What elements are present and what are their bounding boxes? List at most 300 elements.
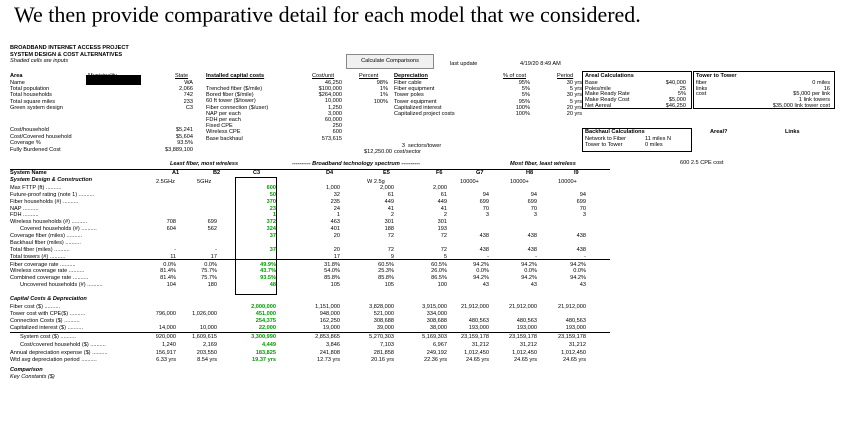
row-label: Future-proof rating (note 1) .......... [10, 191, 95, 198]
row-cell-e5: 3,828,000 [369, 304, 394, 310]
summary-label: Cost/household [10, 127, 49, 133]
dep-period: 5 yrs [569, 98, 582, 105]
row-cell-h8: 480,563 [516, 318, 537, 324]
towers-rule [10, 259, 610, 260]
area-row-label: Name [10, 80, 25, 86]
row-cell-i9: 438 [576, 247, 586, 253]
row-label: Cost/covered household ($) .......... [20, 342, 106, 348]
installed-row-value: 3,000 [328, 110, 342, 117]
row-cell-h8: 94 [530, 191, 537, 198]
dep-of-cost: 95% [518, 80, 530, 86]
row-cell-g7: 70 [482, 205, 489, 212]
row-cell-c3: 22,000 [258, 325, 276, 331]
column-sub-label: 10000+ [558, 179, 577, 185]
summary-value: $3,889,100 [165, 146, 193, 153]
dep-period: 30 yrs [566, 80, 582, 86]
sectors-label: sectors/tower [408, 143, 442, 149]
t2t-value: 0 miles [812, 80, 830, 86]
row-cell-f6: 61 [440, 191, 447, 198]
row-cell-i9: 24.65 yrs [562, 357, 586, 363]
section-capital-costs: Capital Costs & Depreciation [10, 296, 87, 302]
backhaul-label: Tower to Tower [585, 142, 623, 148]
sectors-value: 3 [401, 143, 405, 149]
row-cell-f6: 3,915,000 [422, 304, 447, 310]
row-cell-b2: 1,609,615 [192, 334, 217, 340]
row-cell-b2: 180 [207, 282, 217, 288]
row-cell-d4: 463 [330, 219, 340, 225]
row-cell-e5: 25.3% [378, 268, 394, 274]
selected-column-c3 [235, 177, 277, 295]
row-cell-i9: 438 [576, 233, 586, 239]
row-label: Fiber households (#) .......... [10, 199, 79, 205]
installed-row-value: 250 [332, 123, 342, 130]
row-cell-h8: 699 [527, 199, 537, 205]
row-cell-i9: 31,212 [568, 342, 586, 348]
dep-label: Fiber cable [394, 80, 422, 86]
column-sub-label: W 2.5g [367, 179, 385, 185]
row-cell-i9: 480,563 [565, 318, 586, 324]
row-cell-h8: 23,159,178 [509, 334, 537, 340]
row-cell-c3: 37 [269, 233, 276, 239]
dep-of-cost: 95% [518, 98, 530, 105]
installed-row-value: $100,000 [318, 86, 342, 92]
calculate-comparisons-button[interactable]: Calculate Comparisons [346, 54, 434, 69]
row-cell-a1: 81.4% [160, 275, 176, 281]
dep-period: 20 yrs [566, 111, 582, 117]
cost-per-sector-value: $12,250.00 [364, 149, 392, 155]
row-cell-g7: 43 [482, 282, 489, 288]
row-cell-d4: 20 [333, 233, 340, 239]
row-cell-c3: 3,300,990 [251, 334, 276, 340]
depreciation-header: Depreciation [394, 73, 428, 79]
row-cell-d4: 948,000 [319, 311, 340, 317]
row-cell-g7: 94.2% [473, 275, 489, 281]
t2t-header: Tower to Tower [696, 73, 737, 79]
dep-percent: 98% [376, 80, 388, 86]
cost-unit-header: Cost/unit [312, 73, 335, 79]
row-cell-f6: 301 [437, 219, 447, 225]
row-cell-f6: 72 [440, 247, 447, 253]
row-cell-e5: 2 [390, 212, 394, 218]
installed-row-value: 600 [332, 129, 342, 136]
row-label: Covered households (#) .......... [20, 226, 97, 232]
section-comparison: Comparison [10, 367, 43, 373]
column-header-c3: C3 [253, 170, 261, 176]
area-row-value: C3 [185, 104, 193, 111]
row-cell-h8: 438 [527, 233, 537, 239]
row-label: Fiber coverage rate .......... [10, 261, 76, 268]
row-cell-c3: 372 [266, 219, 276, 225]
row-cell-i9: - [584, 253, 586, 260]
row-cell-h8: 193,000 [516, 325, 537, 331]
row-cell-c3: 37 [269, 247, 276, 253]
area-row-value: 2,066 [179, 86, 193, 93]
page-heading: We then provide comparative detail for each model that we considered. [14, 2, 641, 27]
dep-percent: 1% [379, 86, 388, 93]
row-cell-c3: 1 [272, 212, 276, 218]
row-cell-c3: 23 [269, 205, 276, 212]
row-cell-e5: 72 [387, 247, 394, 253]
spectrum-most: Most fiber, least wireless [510, 161, 576, 167]
row-cell-e5: 20.16 yrs [370, 357, 394, 363]
column-header-a1: A1 [172, 170, 180, 176]
column-sub-label: 10000+ [460, 179, 479, 185]
row-cell-a1: 0.0% [163, 261, 176, 268]
area-row-value: WA [184, 80, 193, 86]
row-cell-c3: 324 [266, 226, 276, 232]
installed-first-value: 46,250 [324, 80, 342, 86]
row-label: Connection Costs ($) .......... [10, 318, 80, 324]
installed-row-label: FDH per each [206, 117, 241, 123]
row-cell-h8: 94.2% [521, 275, 537, 281]
section-key-constants: Key Constants ($) [10, 374, 55, 380]
dep-label: Tower equipment [394, 98, 437, 105]
areal-label: Net Aereal [585, 102, 612, 109]
t2t-label: cost [696, 91, 707, 98]
row-cell-d4: 12.73 yrs [316, 357, 340, 363]
areal-value: $46,250 [665, 102, 686, 109]
row-cell-h8: 1,012,450 [512, 350, 537, 356]
row-cell-g7: 438 [479, 247, 489, 253]
installed-row-value: 10,000 [324, 98, 342, 105]
row-cell-d4: 32 [333, 191, 340, 198]
area-row-value: 742 [183, 92, 193, 99]
row-cell-c3: 4,449 [262, 342, 276, 348]
backhaul-flag: N [667, 136, 672, 142]
row-cell-b2: 2,169 [203, 342, 217, 348]
column-header-i9: I9 [574, 170, 579, 176]
backhaul-value: 0 miles [645, 142, 663, 148]
row-cell-i9: 699 [576, 199, 586, 205]
row-cell-b2: 1,026,000 [192, 311, 217, 317]
row-cell-d4: 24 [333, 205, 340, 212]
row-cell-d4: 162,250 [319, 318, 340, 324]
t2t-label: links [696, 85, 708, 92]
row-cell-g7: 21,912,000 [461, 304, 489, 310]
backhaul-label: Network to Fiber [585, 136, 627, 142]
row-cell-f6: 449 [437, 199, 447, 205]
installed-row-value: $264,000 [318, 92, 342, 99]
row-cell-f6: 41 [440, 205, 447, 212]
row-cell-d4: 1,151,000 [315, 304, 340, 310]
row-cell-e5: 521,000 [373, 311, 394, 317]
row-label: Total fiber (miles) .......... [10, 247, 70, 253]
row-cell-f6: 60.5% [431, 261, 447, 268]
period-header: Period [557, 73, 574, 79]
installed-row-label: Base backhaul [206, 135, 243, 142]
row-cell-i9: 43 [579, 282, 586, 288]
spectrum-least: Least fiber, most wireless [170, 161, 239, 167]
row-cell-f6: 72 [440, 233, 447, 239]
row-cell-e5: 60.5% [378, 261, 394, 268]
row-label: Backhaul fiber (miles) .......... [10, 239, 81, 246]
percent-header: Percent [359, 73, 379, 79]
row-cell-a1: 6.33 yrs [156, 357, 176, 363]
area-row-value: 233 [183, 98, 193, 105]
row-cell-c3: 254,375 [255, 318, 276, 324]
row-cell-f6: 2,000 [433, 185, 447, 191]
t2t-value: 1 link towers [798, 97, 830, 104]
row-label: Annual depreciation expense ($) .......... [10, 350, 108, 356]
row-cell-a1: 1,240 [162, 342, 176, 348]
row-cell-f6: 193 [437, 226, 447, 232]
row-cell-c3: 49.9% [260, 261, 276, 268]
row-cell-g7: 3 [485, 212, 489, 218]
row-cell-g7: 193,000 [468, 325, 489, 331]
dep-period: 20 yrs [566, 104, 582, 111]
row-cell-i9: 0.0% [573, 268, 586, 274]
row-cell-f6: 249,192 [426, 350, 447, 356]
row-cell-i9: 94 [579, 191, 586, 198]
areal-header: Areal Calculations [585, 73, 634, 79]
row-cell-e5: 301 [384, 219, 394, 225]
column-header-rule [10, 169, 610, 170]
row-label: Wtd avg depreciation period .......... [10, 357, 97, 363]
row-cell-h8: 3 [533, 212, 537, 218]
installed-costs-header: Installed capital costs [206, 73, 265, 79]
row-cell-h8: - [535, 253, 537, 260]
row-cell-d4: 401 [330, 226, 340, 232]
row-cell-e5: 7,103 [380, 342, 394, 348]
row-cell-c3: 183,825 [255, 350, 276, 356]
row-cell-f6: 86.5% [431, 275, 447, 281]
column-header-b2: B2 [213, 170, 221, 176]
row-label: Capitalized interest ($) .......... [10, 325, 84, 331]
installed-row-value: 60,000 [324, 117, 342, 123]
row-cell-f6: 5,169,303 [422, 334, 447, 340]
summary-label: Fully Burdened Cost [10, 146, 61, 153]
municipality-header: Municipality [88, 73, 118, 79]
installed-row-label: Bored fiber ($/mile) [206, 92, 254, 99]
row-cell-g7: 24.65 yrs [465, 357, 489, 363]
row-cell-e5: 2,000 [380, 185, 394, 191]
row-cell-g7: - [487, 253, 489, 260]
installed-row-label: Fixed CPE [206, 123, 233, 130]
row-label: NAP .......... [10, 205, 39, 212]
installed-row-label: NAP per each [206, 110, 241, 117]
row-cell-e5: 281,858 [373, 350, 394, 356]
spectrum-middle: ---------- Broadband technology spectrum ---------- [292, 161, 421, 167]
t2t-label: fiber [696, 80, 707, 86]
row-cell-g7: 0.0% [476, 268, 489, 274]
summary-value: 93.5% [177, 140, 193, 147]
row-cell-b2: 699 [207, 219, 217, 225]
column-sub-label: 2.5GHz [156, 179, 175, 185]
row-cell-g7: 94 [482, 191, 489, 198]
row-cell-g7: 31,212 [471, 342, 489, 348]
summary-value: $5,241 [175, 127, 193, 133]
row-cell-d4: 1,000 [326, 185, 340, 191]
row-cell-g7: 699 [479, 199, 489, 205]
row-cell-c3: 600 [266, 185, 276, 191]
row-cell-d4: 241,808 [319, 350, 340, 356]
row-cell-a1: 796,000 [155, 311, 176, 317]
row-cell-i9: 23,159,178 [558, 334, 586, 340]
column-sub-label: 10000+ [510, 179, 529, 185]
row-cell-f6: 26.0% [431, 268, 447, 274]
row-cell-i9: 21,912,000 [558, 304, 586, 310]
row-cell-d4: 54.0% [324, 268, 340, 274]
areal-value: $40,000 [665, 80, 686, 86]
areal-label: Make Ready Rate [585, 91, 630, 98]
row-label: FDH .......... [10, 212, 39, 218]
row-cell-a1: 81.4% [160, 268, 176, 274]
sheet-title-3: Shaded cells are inputs [10, 58, 69, 64]
row-label: Uncovered households (#) .......... [20, 282, 103, 288]
row-cell-e5: 308,688 [373, 318, 394, 324]
row-cell-h8: 31,212 [519, 342, 537, 348]
row-cell-e5: 188 [384, 226, 394, 232]
links-label: Links [785, 129, 800, 135]
sheet-title-1: BROADBAND INTERNET ACCESS PROJECT [10, 45, 129, 51]
row-cell-a1: 708 [166, 219, 176, 225]
row-cell-a1: 14,000 [158, 325, 176, 331]
row-label: Wireless households (#) .......... [10, 219, 88, 225]
row-cell-i9: 70 [579, 205, 586, 212]
row-cell-d4: 105 [330, 282, 340, 288]
backhaul-header: Backhaul Calculations [585, 129, 645, 135]
area-row-label: Total households [10, 92, 52, 99]
row-cell-e5: 41 [387, 205, 394, 212]
row-cell-f6: 2 [443, 212, 447, 218]
row-cell-h8: 0.0% [524, 268, 537, 274]
row-cell-a1: 604 [166, 226, 176, 232]
row-label: Wireless coverage rate .......... [10, 268, 85, 274]
row-cell-d4: 19,000 [322, 325, 340, 331]
row-cell-e5: 9 [390, 253, 394, 260]
row-cell-h8: 43 [530, 282, 537, 288]
dep-of-cost: 100% [515, 104, 530, 111]
of-cost-header: % of cost [503, 73, 527, 79]
system-name-label: System Name [10, 170, 47, 176]
row-cell-e5: 85.8% [378, 275, 394, 281]
row-cell-c3: 48 [269, 282, 276, 288]
row-cell-d4: 3,846 [326, 342, 340, 348]
column-header-e5: E5 [383, 170, 390, 176]
row-cell-c3: 451,000 [255, 311, 276, 317]
row-cell-d4: 1 [336, 212, 340, 218]
row-cell-g7: 94.2% [473, 261, 489, 268]
row-cell-f6: 334,000 [426, 311, 447, 317]
row-cell-i9: 94.2% [570, 261, 586, 268]
dep-period: 5 yrs [569, 86, 582, 93]
installed-row-label: Wireless CPE [206, 129, 241, 136]
row-cell-g7: 1,012,450 [464, 350, 489, 356]
summary-label: Cost/Covered household [10, 133, 72, 140]
t2t-value: $5,000 per link [793, 91, 830, 98]
row-cell-c3: 43.7% [260, 268, 276, 274]
row-cell-a1: 920,000 [155, 334, 176, 340]
row-cell-h8: 438 [527, 247, 537, 253]
row-cell-b2: 203,550 [196, 350, 217, 356]
row-cell-c3: 370 [266, 199, 276, 205]
backhaul-value: 11 miles [645, 136, 666, 142]
dep-of-cost: 100% [515, 111, 530, 117]
row-cell-c3: 2,000,000 [251, 304, 276, 310]
dep-label: Fiber equipment [394, 86, 435, 93]
dep-of-cost: 5% [521, 92, 530, 99]
dep-label: Capitalized interest [394, 104, 442, 111]
row-cell-i9: 3 [582, 212, 586, 218]
summary-label: Coverage % [10, 140, 41, 147]
last-update-label: last update [450, 61, 478, 67]
row-label: Combined coverage rate .......... [10, 275, 89, 281]
row-cell-b2: 0.0% [204, 261, 217, 268]
area-row-label: Total square miles [10, 98, 56, 105]
row-cell-a1: 11 [170, 253, 176, 260]
dep-label: Capitalized project costs [394, 111, 455, 117]
row-cell-e5: 39,000 [376, 325, 394, 331]
installed-row-label: Fiber connection ($/user) [206, 104, 269, 111]
row-cell-i9: 1,012,450 [561, 350, 586, 356]
row-cell-d4: 85.8% [324, 275, 340, 281]
row-cell-d4: 235 [330, 199, 340, 205]
row-label: Max FTTP (ft) .......... [10, 185, 62, 191]
row-cell-f6: 308,688 [426, 318, 447, 324]
t2t-value: 16 [823, 85, 830, 92]
row-cell-b2: - [215, 247, 217, 253]
dep-period: 30 yrs [566, 92, 582, 99]
last-update-value: 4/19/20 8:49 AM [520, 61, 561, 67]
column-sub-label: 5GHz [197, 179, 212, 185]
installed-row-value: 573,615 [321, 135, 342, 142]
row-label: Coverage fiber (miles) .......... [10, 233, 83, 239]
row-cell-d4: 31.8% [324, 261, 340, 268]
row-cell-f6: 38,000 [429, 325, 447, 331]
column-header-f6: F6 [436, 170, 443, 176]
areal-label: Base [585, 80, 598, 86]
row-cell-e5: 61 [387, 191, 394, 198]
row-cell-a1: 104 [166, 282, 176, 288]
row-cell-g7: 23,159,178 [461, 334, 489, 340]
row-cell-c3: 50 [269, 191, 276, 198]
row-cell-f6: 100 [437, 282, 447, 288]
section-system-design: System Design & Construction [10, 177, 93, 183]
installed-row-label: 60 ft tower ($/tower) [206, 98, 256, 105]
t2t-value: $35,000 link tower cost [772, 102, 830, 109]
column-header-d4: D4 [326, 170, 334, 176]
row-label: Total towers (#) .......... [10, 253, 66, 260]
system-cost-rule [10, 332, 610, 333]
row-cell-i9: 94.2% [570, 275, 586, 281]
row-cell-c3: 93.5% [260, 275, 276, 281]
cpe-cost: 600 2.5 CPE cost [680, 160, 724, 166]
row-cell-a1: 156,917 [155, 350, 176, 356]
areal-label: Make Ready Cost [585, 97, 630, 104]
row-cell-g7: 438 [479, 233, 489, 239]
areal-q-label: Areal? [710, 129, 728, 135]
row-label: Fiber cost ($) .......... [10, 304, 61, 310]
row-cell-b2: 17 [210, 253, 217, 260]
row-cell-e5: 5,270,303 [369, 334, 394, 340]
row-cell-h8: 94.2% [521, 261, 537, 268]
dep-label: Tower poles [394, 92, 424, 99]
row-cell-d4: 17 [333, 253, 340, 260]
row-cell-d4: 20 [333, 247, 340, 253]
installed-row-value: 1,250 [328, 104, 342, 111]
dep-of-cost: 5% [521, 86, 530, 93]
column-header-g7: G7 [476, 170, 484, 176]
dep-percent: 100% [373, 98, 388, 105]
row-cell-h8: 24.65 yrs [513, 357, 537, 363]
cost-per-sector-label: cost/sector [394, 149, 422, 155]
row-cell-c3: 19.37 yrs [252, 357, 276, 363]
state-header: State [175, 73, 189, 79]
row-cell-e5: 105 [384, 282, 394, 288]
row-cell-b2: 8.54 yrs [197, 357, 217, 363]
area-row-label: Total population [10, 86, 50, 93]
areal-label: Poles/mile [585, 85, 611, 92]
